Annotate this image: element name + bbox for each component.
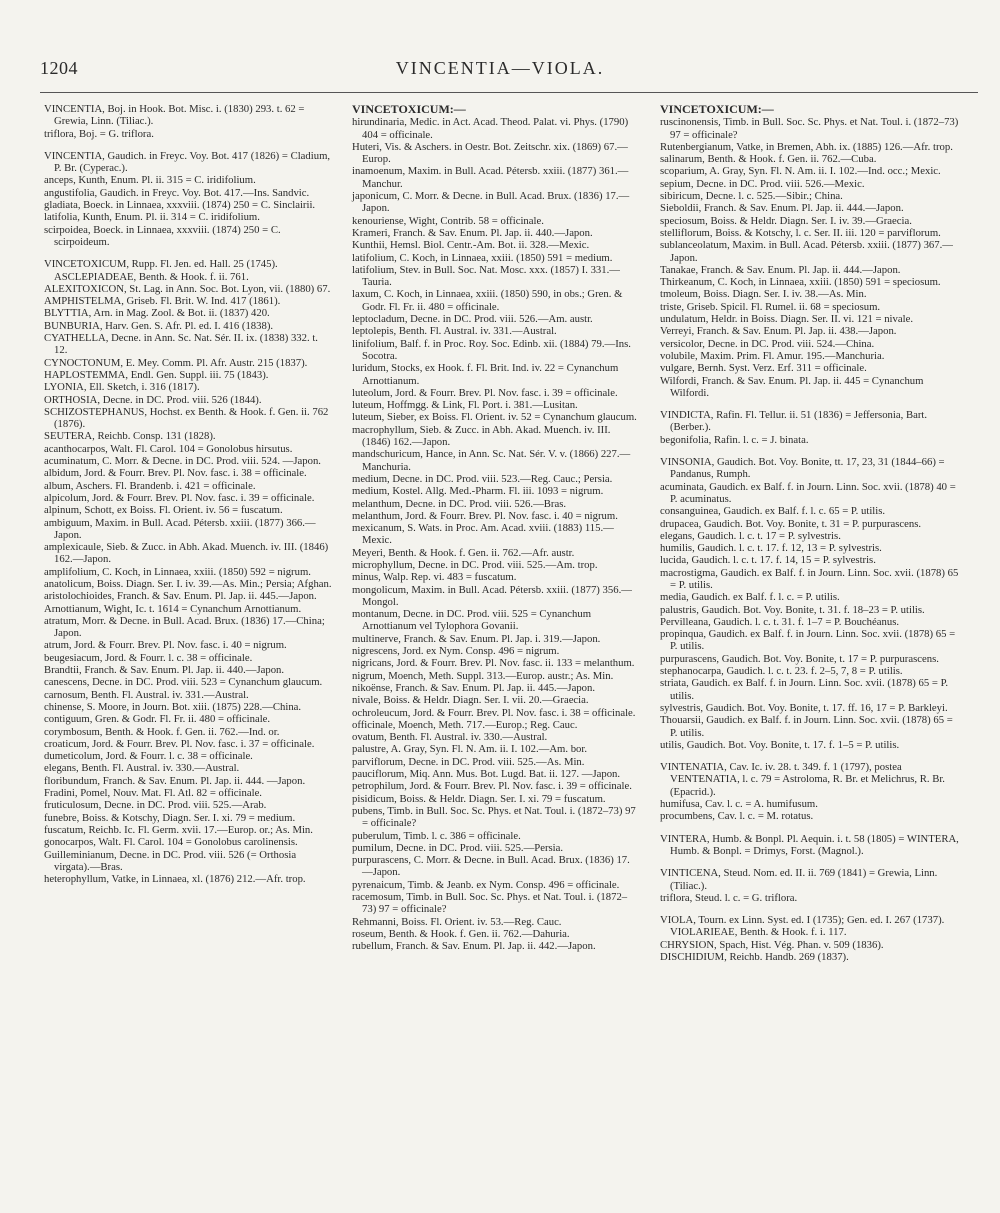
dictionary-entry: puberulum, Timb. l. c. 386 = officinale. <box>352 829 521 842</box>
dictionary-entry: rubellum, Franch. & Sav. Enum. Pl. Jap. ii. 442.—Japon. <box>352 940 596 953</box>
dictionary-entry: kenouriense, Wight, Contrib. 58 = officinale. <box>352 214 544 227</box>
dictionary-entry: amplexicaule, Sieb. & Zucc. in Abh. Akad. Muench. iv. III. (1846) 162.—Japon. <box>44 541 329 566</box>
dictionary-entry: SCHIZOSTEPHANUS, Hochst. ex Benth. & Hook. f. Gen. ii. 762 (1876). <box>44 405 329 431</box>
dictionary-entry: fruticulosum, Decne. in DC. Prod. viii. 525.—Arab. <box>44 799 267 812</box>
dictionary-entry: VINSONIA, Gaudich. Bot. Voy. Bonite, tt. 17, 23, 31 (1844–66) = Pandanus, Rumph. <box>660 456 945 481</box>
dictionary-entry: pauciflorum, Miq. Ann. Mus. Bot. Lugd. Bat. ii. 127. —Japon. <box>352 768 621 781</box>
dictionary-entry: croaticum, Jord. & Fourr. Brev. Pl. Nov. fasc. i. 37 = officinale. <box>44 737 315 750</box>
dictionary-entry: hirundinaria, Medic. in Act. Acad. Theod. Palat. vi. Phys. (1790) 404 = officinale. <box>352 116 629 141</box>
dictionary-entry: media, Gaudich. ex Balf. f. l. c. = P. utilis. <box>660 591 840 604</box>
dictionary-entry: aristolochioides, Franch. & Sav. Enum. Pl. Jap. ii. 445.—Japon. <box>44 590 317 603</box>
dictionary-entry: contiguum, Gren. & Godr. Fl. Fr. ii. 480 = officinale. <box>44 713 271 726</box>
dictionary-entry: luteum, Hoffmgg. & Link, Fl. Port. i. 381.—Lusitan. <box>352 399 578 412</box>
dictionary-entry: VINCENTIA, Gaudich. in Freyc. Voy. Bot. 417 (1826) = Cladium, P. Br. (Cyperac.). <box>44 149 331 175</box>
dictionary-entry: palustris, Gaudich. Bot. Voy. Bonite, t. 31. f. 18–23 = P. utilis. <box>660 603 925 616</box>
dictionary-entry: VINDICTA, Rafin. Fl. Tellur. ii. 51 (1836) = Jeffersonia, Bart. (Berber.). <box>660 409 928 434</box>
dictionary-entry: floribundum, Franch. & Sav. Enum. Pl. Jap. ii. 444. —Japon. <box>44 774 306 787</box>
dictionary-entry: leptocladum, Decne. in DC. Prod. viii. 526.—Am. austr. <box>352 313 593 326</box>
page-number: 1204 <box>40 58 78 78</box>
dictionary-entry: ORTHOSIA, Decne. in DC. Prod. viii. 526 (1844). <box>44 393 262 406</box>
dictionary-entry: DISCHIDIUM, Reichb. Handb. 269 (1837). <box>660 951 849 963</box>
dictionary-entry: anatolicum, Boiss. Diagn. Ser. I. iv. 39.—As. Min.; Persia; Afghan. <box>44 577 332 590</box>
dictionary-entry: fuscatum, Reichb. Ic. Fl. Germ. xvii. 17.—Europ. or.; As. Min. <box>44 823 313 836</box>
dictionary-entry: triflora, Boj. = G. triflora. <box>44 127 154 140</box>
dictionary-entry: chinense, S. Moore, in Journ. Bot. xiii. (1875) 228.—China. <box>44 700 302 713</box>
dictionary-entry: atrum, Jord. & Fourr. Brev. Pl. Nov. fasc. i. 40 = nigrum. <box>44 639 287 652</box>
dictionary-entry: macrostigma, Gaudich. ex Balf. f. in Journ. Linn. Soc. xvii. (1878) 65 = P. utilis. <box>660 566 959 591</box>
dictionary-entry: vulgare, Bernh. Syst. Verz. Erf. 311 = officinale. <box>660 362 867 375</box>
dictionary-entry: macrophyllum, Sieb. & Zucc. in Abh. Akad. Muench. iv. III. (1846) 162.—Japon. <box>352 423 611 449</box>
dictionary-entry: nigrescens, Jord. ex Nym. Consp. 496 = nigrum. <box>352 645 560 658</box>
dictionary-entry: Wilfordi, Franch. & Sav. Enum. Pl. Jap. ii. 445 = Cynanchum Wilfordi. <box>660 374 924 399</box>
dictionary-entry: VINCETOXICUM, Rupp. Fl. Jen. ed. Hall. 25 (1745). ASCLEPIADEAE, Benth. & Hook. f. ii. 761. <box>44 258 278 283</box>
dictionary-entry: nigrum, Moench, Meth. Suppl. 313.—Europ. austr.; As. Min. <box>352 669 614 682</box>
dictionary-entry: nikoënse, Franch. & Sav. Enum. Pl. Jap. ii. 445.—Japon. <box>352 681 596 694</box>
dictionary-entry: triflora, Steud. l. c. = G. triflora. <box>660 891 798 904</box>
dictionary-entry: pubens, Timb. in Bull. Soc. Sc. Phys. et Nat. Toul. i. (1872–73) 97 = officinale? <box>352 804 636 830</box>
dictionary-entry: microphyllum, Decne. in DC. Prod. viii. 525.—Am. trop. <box>352 558 598 571</box>
column-left <box>44 103 332 885</box>
dictionary-entry: CYATHELLA, Decne. in Ann. Sc. Nat. Sér. II. ix. (1838) 332. t. 12. <box>44 332 318 357</box>
dictionary-entry: heterophyllum, Vatke, in Linnaea, xl. (1876) 212.—Afr. trop. <box>44 873 306 886</box>
dictionary-entry: purpurascens, C. Morr. & Decne. in Bull. Acad. Brux. (1836) 17.—Japon. <box>352 854 630 879</box>
dictionary-entry: LYONIA, Ell. Sketch, i. 316 (1817). <box>44 381 200 394</box>
dictionary-entry: propinqua, Gaudich. ex Balf. f. in Journ. Linn. Soc. xvii. (1878) 65 = P. utilis. <box>660 628 956 653</box>
dictionary-entry: AMPHISTELMA, Griseb. Fl. Brit. W. Ind. 417 (1861). <box>44 295 281 308</box>
column-heading: VINCETOXICUM:— <box>352 102 466 116</box>
dictionary-entry: VINTENATIA, Cav. Ic. iv. 28. t. 349. f. 1 (1797), postea VENTENATIA, l. c. 79 = Astroloma, R. Br. et Melichrus, R. Br. (Epacrid.). <box>660 761 945 798</box>
dictionary-entry: BLYTTIA, Arn. in Mag. Zool. & Bot. ii. (1837) 420. <box>44 307 270 320</box>
entry-gap <box>660 857 960 867</box>
dictionary-entry: Brandtii, Franch. & Sav. Enum. Pl. Jap. ii. 440.—Japon. <box>44 664 285 677</box>
dictionary-entry: speciosum, Boiss. & Heldr. Diagn. Ser. I. iv. 39.—Graecia. <box>660 214 912 227</box>
dictionary-entry: luteolum, Jord. & Fourr. Brev. Pl. Nov. fasc. i. 39 = officinale. <box>352 386 618 399</box>
dictionary-entry: alpinum, Schott, ex Boiss. Fl. Orient. iv. 56 = fuscatum. <box>44 504 283 517</box>
dictionary-entry: pisidicum, Boiss. & Heldr. Diagn. Ser. I. xi. 79 = fuscatum. <box>352 792 606 805</box>
dictionary-entry: palustre, A. Gray, Syn. Fl. N. Am. ii. I. 102.—Am. bor. <box>352 743 588 756</box>
dictionary-entry: carnosum, Benth. Fl. Austral. iv. 331.—Austral. <box>44 688 249 701</box>
dictionary-entry: minus, Walp. Rep. vi. 483 = fuscatum. <box>352 571 517 584</box>
column-heading: VINCETOXICUM:— <box>660 102 774 116</box>
dictionary-entry: ALEXITOXICON, St. Lag. in Ann. Soc. Bot. Lyon, vii. (1880) 67. <box>44 282 331 295</box>
entry-gap <box>44 140 332 150</box>
dictionary-entry: latifolia, Kunth, Enum. Pl. ii. 314 = C. iridifolium. <box>44 211 260 224</box>
dictionary-entry: latifolium, C. Koch, in Linnaea, xxiii. (1850) 591 = medium. <box>352 251 613 264</box>
dictionary-entry: salinarum, Benth. & Hook. f. Gen. ii. 762.—Cuba. <box>660 153 877 166</box>
dictionary-entry: gonocarpos, Walt. Fl. Carol. 104 = Gonolobus carolinensis. <box>44 836 298 849</box>
dictionary-entry: sylvestris, Gaudich. Bot. Voy. Bonite, t. 17. ff. 16, 17 = P. Barkleyi. <box>660 701 948 714</box>
dictionary-entry: ovatum, Benth. Fl. Austral. iv. 330.—Austral. <box>352 731 548 744</box>
dictionary-entry: Thouarsii, Gaudich. ex Balf. f. in Journ. Linn. Soc. xvii. (1878) 65 = P. utilis. <box>660 714 953 739</box>
dictionary-entry: humifusa, Cav. l. c. = A. humifusum. <box>660 798 818 811</box>
dictionary-entry: Kunthii, Hemsl. Biol. Centr.-Am. Bot. ii. 328.—Mexic. <box>352 239 590 252</box>
dictionary-entry: elegans, Benth. Fl. Austral. iv. 330.—Austral. <box>44 762 240 775</box>
dictionary-entry: procumbens, Cav. l. c. = M. rotatus. <box>660 810 814 823</box>
dictionary-entry: parviflorum, Decne. in DC. Prod. viii. 525.—As. Min. <box>352 755 585 768</box>
header-rule <box>40 92 978 93</box>
dictionary-entry: atratum, Morr. & Decne. in Bull. Acad. Brux. (1836) 17.—China; Japon. <box>44 614 325 640</box>
dictionary-entry: racemosum, Timb. in Bull. Soc. Sc. Phys. et Nat. Toul. i. (1872–73) 97 = officinale? <box>352 891 628 916</box>
entry-gap <box>660 751 960 761</box>
dictionary-entry: ochroleucum, Jord. & Fourr. Brev. Pl. Nov. fasc. i. 38 = officinale. <box>352 706 636 719</box>
dictionary-entry: Pervilleana, Gaudich. l. c. t. 31. f. 1–7 = P. Bouchéanus. <box>660 615 900 628</box>
dictionary-entry: ruscinonensis, Timb. in Bull. Soc. Sc. Phys. et Nat. Toul. i. (1872–73) 97 = officinale? <box>660 116 959 141</box>
dictionary-entry: mongolicum, Maxim. in Bull. Acad. Pétersb. xxiii. (1877) 356.—Mongol. <box>352 583 632 608</box>
dictionary-entry: albidum, Jord. & Fourr. Brev. Pl. Nov. fasc. i. 38 = officinale. <box>44 467 307 480</box>
dictionary-entry: petrophilum, Jord. & Fourr. Brev. Pl. Nov. fasc. i. 39 = officinale. <box>352 780 632 793</box>
dictionary-entry: stelliflorum, Boiss. & Kotschy, l. c. Ser. II. iii. 120 = parviflorum. <box>660 226 941 239</box>
dictionary-entry: Verreyi, Franch. & Sav. Enum. Pl. Jap. ii. 438.—Japon. <box>660 325 897 338</box>
dictionary-entry: Thirkeanum, C. Koch, in Linnaea, xxiii. (1850) 591 = speciosum. <box>660 276 941 289</box>
dictionary-entry: roseum, Benth. & Hook. f. Gen. ii. 762.—Dahuria. <box>352 927 570 940</box>
dictionary-entry: funebre, Boiss. & Kotschy, Diagn. Ser. I. xi. 79 = medium. <box>44 811 296 824</box>
dictionary-entry: acuminata, Gaudich. ex Balf. f. in Journ. Linn. Soc. xvii. (1878) 40 = P. acuminatus. <box>660 480 956 505</box>
dictionary-entry: amplifolium, C. Koch, in Linnaea, xxiii. (1850) 592 = nigrum. <box>44 565 311 578</box>
dictionary-entry: SEUTERA, Reichb. Consp. 131 (1828). <box>44 430 216 443</box>
dictionary-entry: sublanceolatum, Maxim. in Bull. Acad. Pétersb. xxiii. (1877) 367.—Japon. <box>660 239 953 264</box>
dictionary-entry: undulatum, Heldr. in Boiss. Diagn. Ser. II. vi. 121 = nivale. <box>660 313 914 326</box>
dictionary-entry: CHRYSION, Spach, Hist. Vég. Phan. v. 509 (1836). <box>660 938 884 951</box>
dictionary-entry: stephanocarpa, Gaudich. l. c. t. 23. f. 2–5, 7, 8 = P. utilis. <box>660 665 903 678</box>
dictionary-entry: CYNOCTONUM, E. Mey. Comm. Pl. Afr. Austr. 215 (1837). <box>44 356 308 369</box>
dictionary-entry: purpurascens, Gaudich. Bot. Voy. Bonite, t. 17 = P. purpurascens. <box>660 652 939 665</box>
running-head: VINCENTIA—VIOLA. <box>395 58 605 78</box>
dictionary-entry: montanum, Decne. in DC. Prod. viii. 525 = Cynanchum Arnottianum vel Tylophora Govanii. <box>352 608 592 633</box>
column-right <box>660 103 960 963</box>
dictionary-entry: nivale, Boiss. & Heldr. Diagn. Ser. I. vii. 20.—Graecia. <box>352 694 589 707</box>
dictionary-entry: luteum, Sieber, ex Boiss. Fl. Orient. iv. 52 = Cynanchum glaucum. <box>352 411 637 424</box>
dictionary-entry: sibiricum, Decne. l. c. 525.—Sibir.; China. <box>660 190 843 203</box>
dictionary-entry: ambiguum, Maxim. in Bull. Acad. Pétersb. xxiii. (1877) 366.—Japon. <box>44 516 316 541</box>
entry-gap <box>660 446 960 456</box>
dictionary-entry: Sieboldii, Franch. & Sav. Enum. Pl. Jap. ii. 444.—Japon. <box>660 202 904 215</box>
dictionary-entry: begonifolia, Rafin. l. c. = J. binata. <box>660 433 809 446</box>
dictionary-entry: nigricans, Jord. & Fourr. Brev. Pl. Nov. fasc. ii. 133 = melanthum. <box>352 657 635 670</box>
dictionary-entry: scirpoidea, Boeck. in Linnaea, xxxviii. (1874) 250 = C. scirpoideum. <box>44 223 281 248</box>
dictionary-entry: anceps, Kunth, Enum. Pl. ii. 315 = C. iridifolium. <box>44 174 256 187</box>
dictionary-entry: multinerve, Franch. & Sav. Enum. Pl. Jap. i. 319.—Japon. <box>352 632 601 645</box>
dictionary-entry: scoparium, A. Gray, Syn. Fl. N. Am. ii. I. 102.—Ind. occ.; Mexic. <box>660 165 941 178</box>
entry-gap <box>660 399 960 409</box>
dictionary-entry: Rehmanni, Boiss. Fl. Orient. iv. 53.—Reg. Cauc. <box>352 915 562 928</box>
column-middle <box>352 103 640 952</box>
dictionary-entry: humilis, Gaudich. l. c. t. 17. f. 12, 13 = P. sylvestris. <box>660 542 882 555</box>
dictionary-entry: beugesiacum, Jord. & Fourr. l. c. 38 = officinale. <box>44 651 253 664</box>
dictionary-entry: medium, Decne. in DC. Prod. viii. 523.—Reg. Cauc.; Persia. <box>352 472 613 485</box>
dictionary-entry: Meyeri, Benth. & Hook. f. Gen. ii. 762.—Afr. austr. <box>352 546 575 559</box>
dictionary-entry: japonicum, C. Morr. & Decne. in Bull. Acad. Brux. (1836) 17.—Japon. <box>352 190 630 215</box>
dictionary-entry: leptolepis, Benth. Fl. Austral. iv. 331.—Austral. <box>352 325 557 338</box>
dictionary-entry: linifolium, Balf. f. in Proc. Roy. Soc. Edinb. xii. (1884) 79.—Ins. Socotra. <box>352 337 631 362</box>
dictionary-entry: gladiata, Boeck. in Linnaea, xxxviii. (1874) 250 = C. Sinclairii. <box>44 199 316 212</box>
dictionary-entry: angustifolia, Gaudich. in Freyc. Voy. Bot. 417.—Ins. Sandvic. <box>44 186 310 199</box>
entry-gap <box>660 904 960 914</box>
dictionary-entry: consanguinea, Gaudich. ex Balf. f. l. c. 65 = P. utilis. <box>660 505 886 518</box>
dictionary-entry: HAPLOSTEMMA, Endl. Gen. Suppl. iii. 75 (1843). <box>44 368 269 381</box>
dictionary-entry: melanthum, Jord. & Fourr. Brev. Pl. Nov. fasc. i. 40 = nigrum. <box>352 509 618 522</box>
dictionary-entry: sepium, Decne. in DC. Prod. viii. 526.—Mexic. <box>660 177 865 190</box>
dictionary-entry: Krameri, Franch. & Sav. Enum. Pl. Jap. ii. 440.—Japon. <box>352 226 593 239</box>
dictionary-entry: VINTERA, Humb. & Bonpl. Pl. Aequin. i. t. 58 (1805) = WINTERA, Humb. & Bonpl. = Drimys, Forst. (Magnol.). <box>660 832 959 857</box>
dictionary-entry: Guilleminianum, Decne. in DC. Prod. viii. 526 (= Orthosia virgata).—Bras. <box>44 848 297 873</box>
dictionary-entry: medium, Kostel. Allg. Med.-Pharm. Fl. iii. 1093 = nigrum. <box>352 485 604 498</box>
dictionary-entry: triste, Griseb. Spicil. Fl. Rumel. ii. 68 = speciosum. <box>660 300 881 313</box>
entry-gap <box>44 248 332 258</box>
dictionary-entry: inamoenum, Maxim. in Bull. Acad. Pétersb. xxiii. (1877) 361.—Manchur. <box>352 165 629 190</box>
dictionary-entry: canescens, Decne. in DC. Prod. viii. 523 = Cynanchum glaucum. <box>44 676 323 689</box>
dictionary-entry: dumeticolum, Jord. & Fourr. l. c. 38 = officinale. <box>44 750 253 763</box>
dictionary-entry: volubile, Maxim. Prim. Fl. Amur. 195.—Manchuria. <box>660 349 885 362</box>
dictionary-entry: BUNBURIA, Harv. Gen. S. Afr. Pl. ed. I. 416 (1838). <box>44 319 274 332</box>
dictionary-entry: lucida, Gaudich. l. c. t. 17. f. 14, 15 = P. sylvestris. <box>660 554 876 567</box>
dictionary-entry: pyrenaicum, Timb. & Jeanb. ex Nym. Consp. 496 = officinale. <box>352 878 620 891</box>
dictionary-entry: Tanakae, Franch. & Sav. Enum. Pl. Jap. ii. 444.—Japon. <box>660 263 901 276</box>
dictionary-entry: laxum, C. Koch, in Linnaea, xxiii. (1850) 590, in obs.; Gren. & Godr. Fl. Fr. ii. 480 = officinale. <box>352 288 623 313</box>
dictionary-entry: Rutenbergianum, Vatke, in Bremen, Abh. ix. (1885) 126.—Afr. trop. <box>660 140 953 153</box>
dictionary-entry: VIOLA, Tourn. ex Linn. Syst. ed. I (1735); Gen. ed. I. 267 (1737). VIOLARIEAE, Benth. & Hook. f. i. 117. <box>660 914 945 939</box>
dictionary-entry: mandschuricum, Hance, in Ann. Sc. Nat. Sér. V. v. (1866) 227.—Manchuria. <box>352 448 631 473</box>
dictionary-entry: pumilum, Decne. in DC. Prod. viii. 525.—Persia. <box>352 841 564 854</box>
dictionary-entry: VINCENTIA, Boj. in Hook. Bot. Misc. i. (1830) 293. t. 62 = Grewia, Linn. (Tiliac.). <box>44 103 305 128</box>
dictionary-entry: striata, Gaudich. ex Balf. f. in Journ. Linn. Soc. xvii. (1878) 65 = P. utilis. <box>660 677 949 702</box>
dictionary-entry: acanthocarpos, Walt. Fl. Carol. 104 = Gonolobus hirsutus. <box>44 442 293 455</box>
dictionary-entry: mexicanum, S. Wats. in Proc. Am. Acad. xviii. (1883) 115.—Mexic. <box>352 522 614 547</box>
dictionary-entry: latifolium, Stev. in Bull. Soc. Nat. Mosc. xxx. (1857) I. 331.—Tauria. <box>352 263 620 289</box>
dictionary-entry: versicolor, Decne. in DC. Prod. viii. 524.—China. <box>660 337 875 350</box>
dictionary-entry: album, Aschers. Fl. Brandenb. i. 421 = officinale. <box>44 479 256 492</box>
dictionary-entry: tmoleum, Boiss. Diagn. Ser. I. iv. 38.—As. Min. <box>660 288 867 301</box>
dictionary-entry: melanthum, Decne. in DC. Prod. viii. 526.—Bras. <box>352 497 567 510</box>
entry-gap <box>660 823 960 833</box>
dictionary-entry: corymbosum, Benth. & Hook. f. Gen. ii. 762.—Ind. or. <box>44 725 280 738</box>
dictionary-entry: acuminatum, C. Morr. & Decne. in DC. Prod. viii. 524. —Japon. <box>44 455 321 468</box>
dictionary-entry: officinale, Moench, Meth. 717.—Europ.; Reg. Cauc. <box>352 718 578 731</box>
dictionary-entry: VINTICENA, Steud. Nom. ed. II. ii. 769 (1841) = Grewia, Linn. (Tiliac.). <box>660 867 938 892</box>
dictionary-entry: luridum, Stocks, ex Hook. f. Fl. Brit. Ind. iv. 22 = Cynanchum Arnottianum. <box>352 362 619 387</box>
dictionary-entry: utilis, Gaudich. Bot. Voy. Bonite, t. 17. f. 1–5 = P. utilis. <box>660 738 900 751</box>
dictionary-entry: drupacea, Gaudich. Bot. Voy. Bonite, t. 31 = P. purpurascens. <box>660 517 922 530</box>
dictionary-entry: Huteri, Vis. & Aschers. in Oestr. Bot. Zeitschr. xix. (1869) 67.—Europ. <box>352 140 628 166</box>
dictionary-entry: elegans, Gaudich. l. c. t. 17 = P. sylvestris. <box>660 529 841 542</box>
dictionary-entry: alpicolum, Jord. & Fourr. Brev. Pl. Nov. fasc. i. 39 = officinale. <box>44 491 315 504</box>
dictionary-entry: Arnottianum, Wight, Ic. t. 1614 = Cynanchum Arnottianum. <box>44 602 302 615</box>
dictionary-entry: Fradini, Pomel, Nouv. Mat. Fl. Atl. 82 = officinale. <box>44 787 262 800</box>
